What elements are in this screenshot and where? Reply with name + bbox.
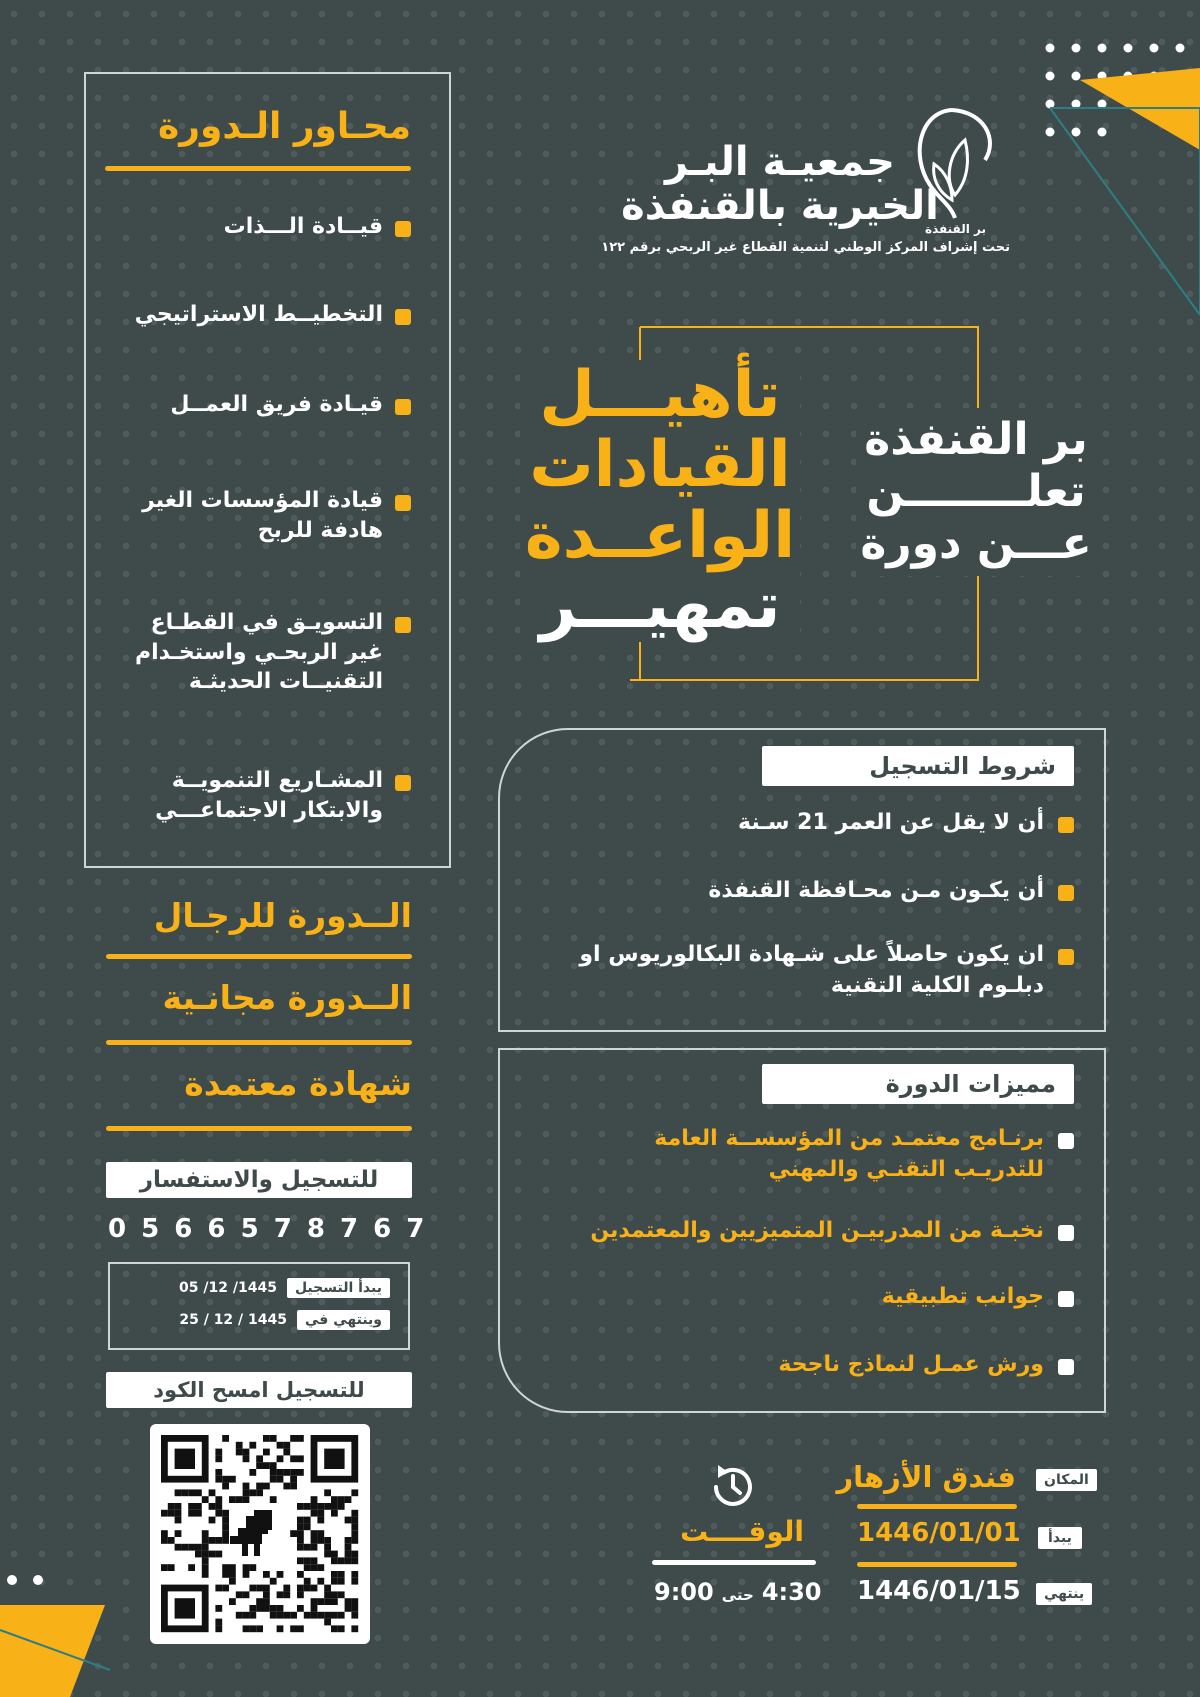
- benefit-item: [564, 1350, 1074, 1381]
- org-name-line2: الخيرية بالقنفذة: [621, 183, 939, 229]
- topic-text: التخطيــط الاستراتيجي: [134, 302, 383, 327]
- end-date: 1446/01/15: [857, 1576, 1021, 1606]
- time-range: [654, 1578, 822, 1606]
- time-underline: [652, 1560, 816, 1565]
- course-title-line4: تمهيـــر: [539, 569, 781, 644]
- qr-pattern: [150, 1424, 370, 1644]
- topic-item: [91, 212, 411, 242]
- scan-label: للتسجيل امسح الكود: [106, 1372, 412, 1408]
- topic-text: التسويـق في القطـاع غير الربحـي واستخـدام التقنيــات الحديثـة: [135, 610, 383, 695]
- corner-decoration-bottom: [0, 1560, 140, 1697]
- bullet-square: [395, 309, 411, 325]
- bullet-square: [1058, 1291, 1074, 1307]
- topic-text: قيــادة الـــذات: [223, 214, 383, 239]
- place-underline: [857, 1504, 1017, 1509]
- feature-men-text: الــدورة للرجـال: [153, 896, 412, 935]
- feature-men-underline: [106, 954, 412, 959]
- reg-start-label: يبدأ التسجيل: [287, 1278, 390, 1298]
- topics-title-underline: [105, 166, 411, 171]
- course-title-line3: الواعــدة: [524, 498, 796, 573]
- bullet-square: [395, 221, 411, 237]
- bullet-square: [1058, 885, 1074, 901]
- topic-text: المشـاريع التنمويــة والابتكار الاجتماعـــي: [155, 768, 383, 823]
- end-label: ينتهي: [1036, 1583, 1092, 1605]
- announce-line1: بر القنفذة: [864, 414, 1088, 465]
- place-value: فندق الأزهار: [836, 1460, 1016, 1494]
- reg-start-row: [179, 1278, 390, 1298]
- announce-line2: تعلــــــــن: [866, 465, 1086, 517]
- feature-certificate-underline: [106, 1126, 412, 1131]
- supervision-note: تحت إشراف المركز الوطني لتنمية القطاع غير الربحي برقم ١٢٢: [601, 240, 1010, 255]
- topic-text: قيـادة فريق العمــل: [170, 392, 383, 417]
- conditions-box: [498, 728, 1106, 1032]
- reg-end-date: 25 / 12 / 1445: [179, 1312, 287, 1328]
- registration-dates-box: [108, 1262, 410, 1350]
- time-from: 4:30: [761, 1578, 822, 1606]
- start-date: 1446/01/01: [857, 1518, 1021, 1548]
- bullet-square: [1058, 1225, 1074, 1241]
- condition-item: [574, 940, 1074, 1002]
- feature-free-text: الــدورة مجانـية: [162, 978, 412, 1017]
- course-title-line1: تأهيـــل: [539, 358, 781, 432]
- logo-caption: بر القنفذة: [925, 222, 986, 236]
- bullet-square: [395, 617, 411, 633]
- bullet-square: [1058, 1133, 1074, 1149]
- condition-text: ان يكون حاصلاً على شـهادة البكالوريوس او دبلـوم الكلية التقنية: [579, 942, 1044, 998]
- announce-line3: عـــن دورة: [860, 517, 1092, 569]
- benefit-text: ورش عمـل لنماذج ناجحة: [778, 1352, 1044, 1377]
- condition-text: أن لا يقل عن العمر 21 سـنة: [738, 810, 1044, 835]
- topic-item: [91, 390, 411, 420]
- contact-label: للتسجيل والاستفسار: [106, 1162, 412, 1198]
- benefit-item: [564, 1282, 1074, 1313]
- topic-text: قيادة المؤسسات الغير هادفة للربح: [142, 488, 383, 543]
- feature-certificate-text: شهادة معتمدة: [184, 1064, 412, 1103]
- reg-end-label: وينتهي في: [297, 1310, 390, 1330]
- condition-text: أن يكـون مـن محـافظة القنفذة: [708, 878, 1044, 903]
- benefits-title: مميزات الدورة: [762, 1064, 1074, 1104]
- reg-start-date: 05 /12 /1445: [179, 1280, 277, 1296]
- time-label: الوقــــت: [680, 1515, 804, 1548]
- reg-end-row: [179, 1310, 390, 1330]
- org-name-line1: جمعيـة البـر: [664, 139, 896, 185]
- dino-icon: [230, 1510, 272, 1556]
- leaf-logo-icon: [900, 100, 1005, 225]
- bullet-square: [1058, 817, 1074, 833]
- topic-item: [111, 486, 411, 545]
- conditions-title: شروط التسجيل: [762, 746, 1074, 786]
- benefit-text: برنـامج معتمـد من المؤسســة العامة للتدريـب التقنـي والمهني: [654, 1126, 1044, 1182]
- topic-item: [131, 766, 411, 825]
- start-label: يبدأ: [1038, 1527, 1082, 1549]
- topic-item: [91, 300, 411, 330]
- feature-free-underline: [106, 1040, 412, 1045]
- benefit-item: [544, 1216, 1074, 1247]
- benefits-box: [498, 1048, 1106, 1413]
- condition-item: [574, 808, 1074, 839]
- topic-item: [111, 608, 411, 697]
- time-to-word: حتى: [721, 1586, 754, 1604]
- contact-phone[interactable]: 0 5 6 6 5 7 8 7 6 7: [108, 1214, 428, 1244]
- bullet-square: [395, 399, 411, 415]
- bullet-square: [395, 495, 411, 511]
- bullet-square: [395, 775, 411, 791]
- condition-item: [574, 876, 1074, 907]
- course-title: [520, 360, 800, 642]
- feature-certificate: [106, 1064, 412, 1103]
- topics-title: محـاور الـدورة: [157, 106, 411, 147]
- feature-free: [106, 978, 412, 1017]
- benefit-item: [564, 1124, 1074, 1186]
- topics-box: [84, 72, 451, 868]
- time-to: 9:00: [654, 1578, 714, 1606]
- qr-code[interactable]: [150, 1424, 370, 1644]
- place-label: المكان: [1036, 1469, 1097, 1491]
- course-title-line2: القيادات: [529, 428, 791, 503]
- benefit-text: جوانب تطبيقية: [881, 1284, 1044, 1309]
- clock-icon: [706, 1460, 760, 1514]
- announce-block: [856, 408, 1096, 576]
- benefit-text: نخبـة من المدربيـن المتميزيين والمعتمدين: [590, 1218, 1044, 1243]
- bullet-square: [1058, 949, 1074, 965]
- bullet-square: [1058, 1359, 1074, 1375]
- feature-men: [106, 896, 412, 935]
- start-underline: [857, 1562, 1017, 1567]
